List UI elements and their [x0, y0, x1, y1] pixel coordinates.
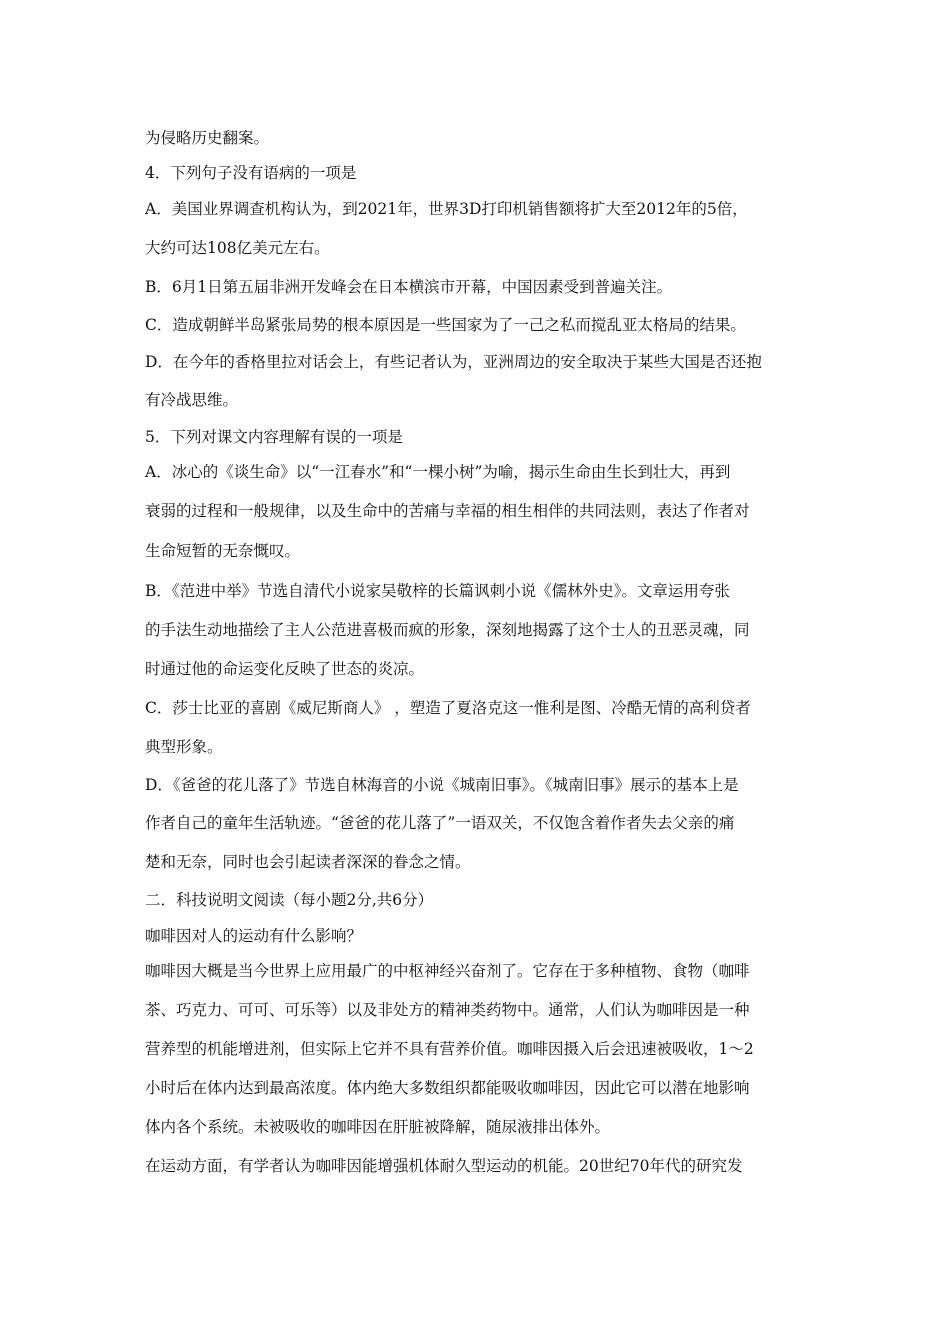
text-line: 典型形象。 [145, 738, 223, 756]
option-a-line: A．美国业界调查机构认为，到2021年，世界3D打印机销售额将扩大至2012年的5倍， [145, 200, 748, 218]
paragraph-line: 体内各个系统。未被吸收的咖啡因在肝脏被降解，随尿液排出体外。 [145, 1118, 611, 1136]
text-line: 衰弱的过程和一般规律，以及生命中的苦痛与幸福的相生相伴的共同法则，表达了作者对 [145, 502, 750, 520]
section-heading: 二．科技说明文阅读（每小题2分,共6分） [145, 891, 434, 909]
article-title: 咖啡因对人的运动有什么影响？ [145, 927, 363, 945]
paragraph-line: 小时后在体内达到最高浓度。体内绝大多数组织都能吸收咖啡因，因此它可以潜在地影响 [145, 1079, 750, 1097]
option-d-line: D．在今年的香格里拉对话会上，有些记者认为，亚洲周边的安全取决于某些大国是否还抱 [145, 353, 762, 371]
question-5-stem: 5．下列对课文内容理解有误的一项是 [145, 428, 403, 446]
option-a-line: A．冰心的《谈生命》以“一江春水”和“一棵小树”为喻，揭示生命由生长到壮大，再到 [145, 463, 731, 481]
option-c-line: C．造成朝鲜半岛紧张局势的根本原因是一些国家为了一己之私而搅乱亚太格局的结果。 [145, 316, 746, 334]
option-b-line: B．6月1日第五届非洲开发峰会在日本横滨市开幕，中国因素受到普遍关注。 [145, 278, 673, 296]
text-line: 时通过他的命运变化反映了世态的炎凉。 [145, 660, 425, 678]
text-line: 楚和无奈，同时也会引起读者深深的眷念之情。 [145, 853, 471, 871]
text-line: 生命短暂的无奈慨叹。 [145, 542, 301, 560]
text-line: 为侵略历史翻案。 [145, 129, 270, 147]
text-line: 大约可达108亿美元左右。 [145, 239, 330, 257]
paragraph-line: 营养型的机能增进剂，但实际上它并不具有营养价值。咖啡因摄入后会迅速被吸收，1～2 [145, 1040, 754, 1058]
paragraph-line: 咖啡因大概是当今世界上应用最广的中枢神经兴奋剂了。它存在于多种植物、食物（咖啡 [145, 962, 750, 980]
option-c-line: C．莎士比亚的喜剧《威尼斯商人》 ，塑造了夏洛克这一惟利是图、冷酷无情的高利贷者 [145, 699, 751, 717]
option-b-line: B．《范进中举》节选自清代小说家吴敬梓的长篇讽刺小说《儒林外史》。文章运用夸张 [145, 582, 730, 600]
paragraph-line: 茶、巧克力、可可、可乐等）以及非处方的精神类药物中。通常，人们认为咖啡因是一种 [145, 1001, 750, 1019]
text-line: 作者自己的童年生活轨迹。“爸爸的花儿落了”一语双关，不仅饱含着作者失去父亲的痛 [145, 814, 735, 832]
option-d-line: D．《爸爸的花儿落了》节选自林海音的小说《城南旧事》。《城南旧事》展示的基本上是 [145, 776, 739, 794]
text-line: 的手法生动地描绘了主人公范进喜极而疯的形象，深刻地揭露了这个士人的丑恶灵魂，同 [145, 621, 750, 639]
paragraph-line: 在运动方面，有学者认为咖啡因能增强机体耐久型运动的机能。20世纪70年代的研究发 [145, 1157, 743, 1175]
text-line: 有冷战思维。 [145, 391, 239, 409]
question-4-stem: 4．下列句子没有语病的一项是 [145, 164, 357, 182]
